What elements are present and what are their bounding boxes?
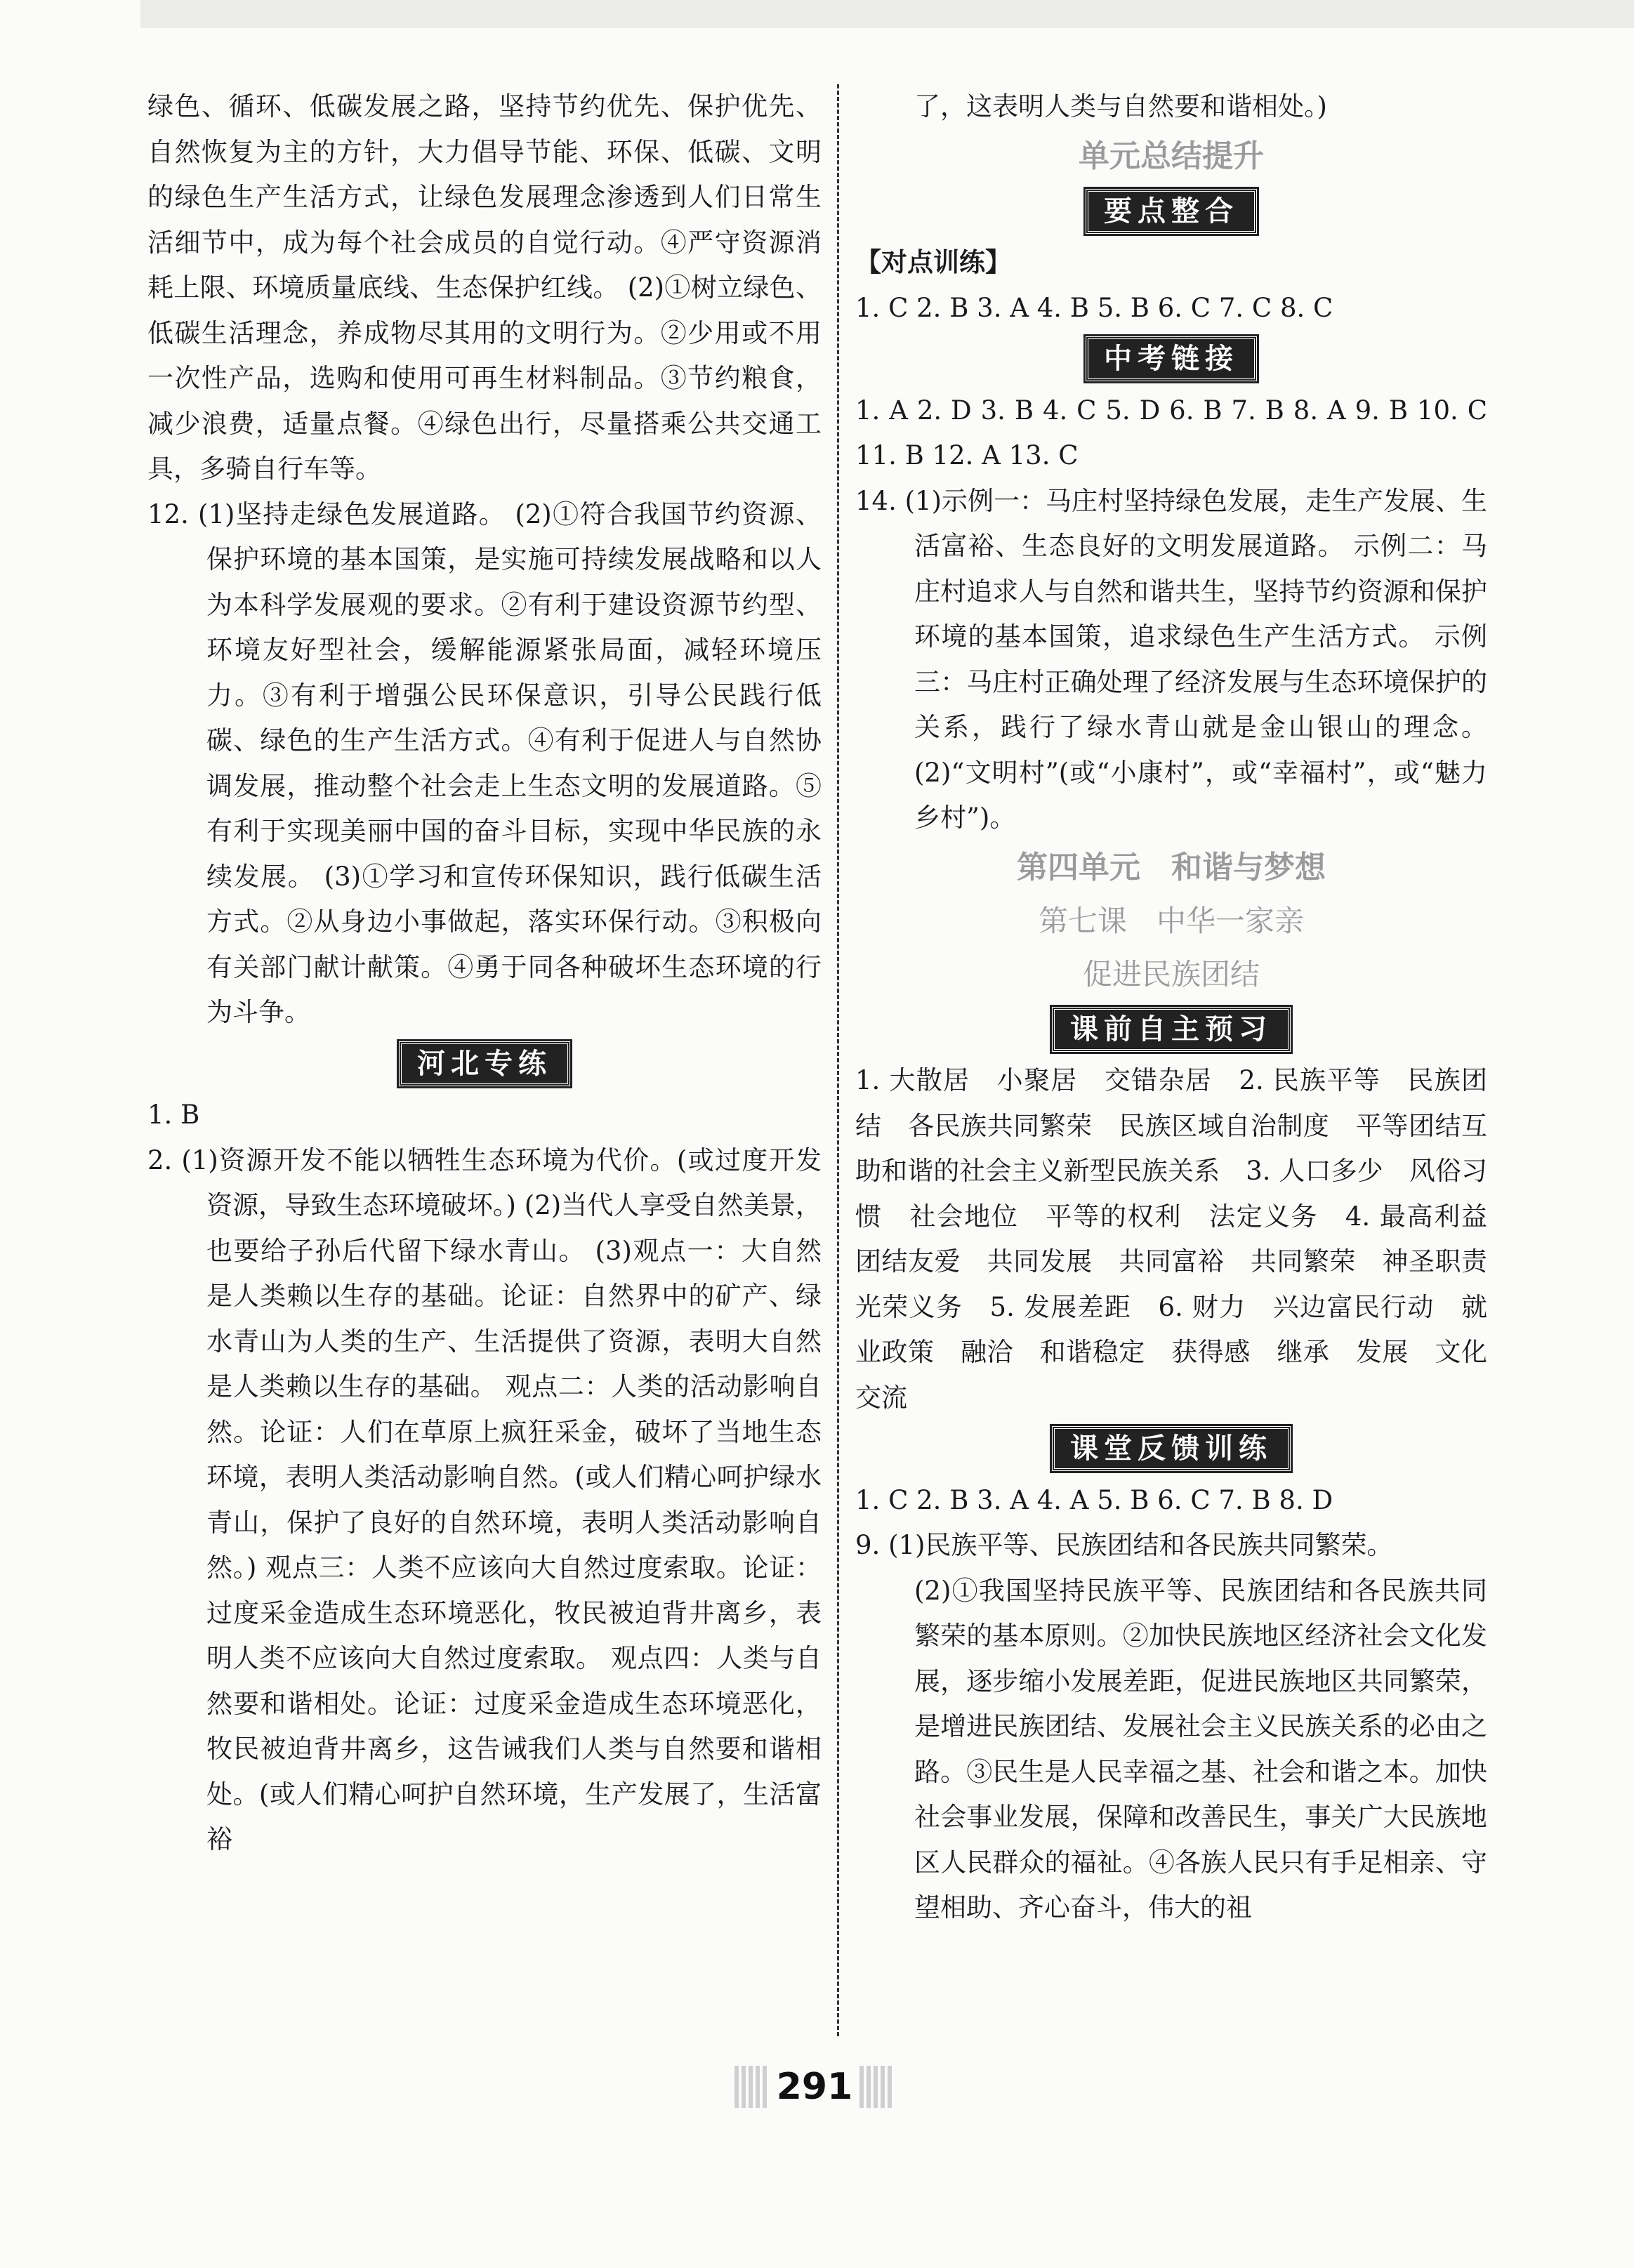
hebei-answer-2: 2. (1)资源开发不能以牺牲生态环境为代价。(或过度开发资源，导致生态环境破坏。) (2)当代人享受自然美景，也要给子孙后代留下绿水青山。 (3)观点一：大自然是人类赖以生存的基础。论证：自然界中的矿产、绿水青山为人类的生产、生活提供了资源，表明大自然是人类赖以生存的基础。 观点二：人类的活动影响自然。论证：人们在草原上疯狂采金，破坏了当地生态环境，表明人类活动影响自然。(或人们精心呵护绿水青山，保护了良好的自然环境，表明人类活动影响自然。) 观点三：人类不应该向大自然过度索取。论证：过度采金造成生态环境恶化，牧民被迫背井离乡，表明人类不应该向大自然过度索取。 观点四：人类与自然要和谐相处。论证：过度采金造成生态环境恶化，牧民被迫背井离乡，这告诫我们人类与自然要和谐相处。(或人们精心呵护自然环境，生产发展了，生活富裕 xyxy=(147,1145,822,1854)
page-number-decoration-left xyxy=(734,2066,770,2108)
left-column xyxy=(147,84,822,1863)
feedback-answer-9-2: (2)①我国坚持民族平等、民族团结和各民族共同繁荣的基本原则。②加快民族地区经济社会文化发展，逐步缩小发展差距，促进民族地区共同繁荣，是增进民族团结、发展社会主义民族关系的必由之路。③民生是人民幸福之基、社会和谐之本。加快社会事业发展，保障和改善民生，事关广大民族地区人民群众的福祉。④各族人民只有手足相亲、守望相助、齐心奋斗，伟大的祖 xyxy=(914,1575,1487,1923)
zhongkao-answers: 1. A 2. D 3. B 4. C 5. D 6. B 7. B 8. A 9. B 10. C 11. B 12. A 13. C xyxy=(855,395,1487,470)
column-divider xyxy=(837,84,839,2036)
zhongkao-answer-14: 14. (1)示例一：马庄村坚持绿色发展，走生产发展、生活富裕、生态良好的文明发展道路。 示例二：马庄村追求人与自然和谐共生，坚持节约资源和保护环境的基本国策，追求绿色生产生活方式。 示例三：马庄村正确处理了经济发展与生态环境保护的关系，践行了绿水青山就是金山银山的理念。 (2)“文明村”(或“小康村”，或“幸福村”，或“魅力乡村”)。 xyxy=(855,485,1488,833)
right-column xyxy=(855,84,1513,1931)
unit-summary-title: 单元总结提升 xyxy=(1079,138,1264,174)
section-title-key-points: 要点整合 xyxy=(1086,189,1257,234)
scan-top-band xyxy=(140,0,1634,28)
section-key-points xyxy=(855,189,1487,235)
lesson7-title: 第七课 中华一家亲 xyxy=(1038,903,1304,938)
section-title-preview: 课前自主预习 xyxy=(1052,1007,1291,1052)
practice-label: 【对点训练】 xyxy=(855,247,1011,277)
answer-12: 12. (1)坚持走绿色发展道路。 (2)①符合我国节约资源、保护环境的基本国策，是实施可持续发展战略和以人为本科学发展观的要求。②有利于建设资源节约型、环境友好型社会，缓解能源紧张局面，减轻环境压力。③有利于增强公民环保意识，引导公民践行低碳、绿色的生产生活方式。④有利于促进人与自然协调发展，推动整个社会走上生态文明的发展道路。⑤有利于实现美丽中国的奋斗目标，实现中华民族的永续发展。 (3)①学习和宣传环保知识，践行低碳生活方式。②从身边小事做起，落实环保行动。③积极向有关部门献计献策。④勇于同各种破坏生态环境的行为斗争。 xyxy=(147,499,822,1027)
section-subtitle: 促进民族团结 xyxy=(1082,956,1260,991)
section-title-hebei: 河北专练 xyxy=(399,1041,570,1086)
section-preview xyxy=(855,1007,1487,1053)
page-number-decoration-right xyxy=(859,2066,895,2108)
section-zhongkao xyxy=(855,336,1487,383)
section-hebei xyxy=(147,1041,822,1088)
answer-11-continued: 绿色、循环、低碳发展之路，坚持节约优先、保护优先、自然恢复为主的方针，大力倡导节能、环保、低碳、文明的绿色生产生活方式，让绿色发展理念渗透到人们日常生活细节中，成为每个社会成员的自觉行动。④严守资源消耗上限、环境质量底线、生态保护红线。 (2)①树立绿色、低碳生活理念，养成物尽其用的文明行为。②少用或不用一次性产品，选购和使用可再生材料制品。③节约粮食，减少浪费，适量点餐。④绿色出行，尽量搭乘公共交通工具，多骑自行车等。 xyxy=(147,91,822,484)
page-number-block xyxy=(730,2059,899,2115)
answer-continued: 了，这表明人类与自然要和谐相处。) xyxy=(914,91,1327,121)
section-title-zhongkao: 中考链接 xyxy=(1086,336,1257,381)
section-title-feedback: 课堂反馈训练 xyxy=(1052,1426,1291,1471)
page-number: 291 xyxy=(776,2066,853,2108)
hebei-answer-1: 1. B xyxy=(147,1100,200,1130)
section-feedback xyxy=(855,1426,1487,1472)
unit4-title: 第四单元 和谐与梦想 xyxy=(1017,849,1326,885)
feedback-answers: 1. C 2. B 3. A 4. A 5. B 6. C 7. B 8. D xyxy=(855,1484,1333,1515)
preview-answers: 1. 大散居 小聚居 交错杂居 2. 民族平等 民族团结 各民族共同繁荣 民族区域自治制度 平等团结互助和谐的社会主义新型民族关系 3. 人口多少 风俗习惯 社会地位 平等的权利 法定义务 4. 最高利益 团结友爱 共同发展 共同富裕 共同繁荣 神圣职责 光荣义务 5. 发展差距 6. 财力 兴边富民行动 就业政策 融洽 和谐稳定 获得感 继承 发展 文化交流 xyxy=(855,1065,1513,1413)
feedback-answer-9-1: 9. (1)民族平等、民族团结和各民族共同繁荣。 xyxy=(855,1530,1393,1560)
practice-answers: 1. C 2. B 3. A 4. B 5. B 6. C 7. C 8. C xyxy=(855,292,1333,323)
